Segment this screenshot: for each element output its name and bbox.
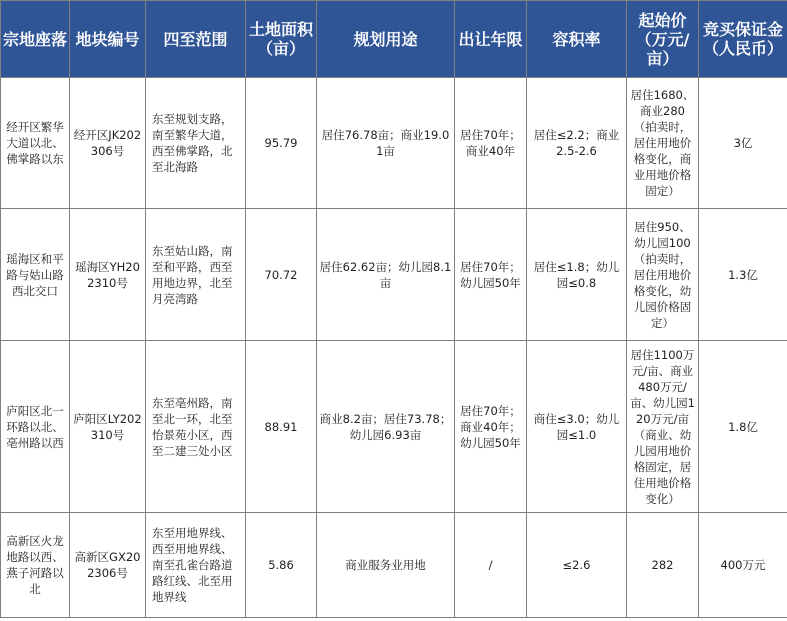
table-row	[1, 209, 787, 341]
table-row	[1, 341, 787, 513]
cell-usage: 商业服务业用地	[317, 513, 455, 618]
header-row	[1, 1, 787, 78]
cell-area: 95.79	[246, 78, 317, 209]
cell-far: 居住≤2.2；商业2.5-2.6	[527, 78, 627, 209]
cell-location: 庐阳区北一环路以北、亳州路以西	[1, 341, 70, 513]
header-usage: 规划用途	[317, 1, 455, 78]
cell-start-price: 居住950、幼儿园100（拍卖时，居住用地价格变化，幼儿园价格固定）	[627, 209, 699, 341]
header-area: 土地面积（亩）	[246, 1, 317, 78]
header-term: 出让年限	[455, 1, 527, 78]
cell-area: 70.72	[246, 209, 317, 341]
cell-term: 居住70年；幼儿园50年	[455, 209, 527, 341]
header-deposit: 竞买保证金（人民币）	[699, 1, 787, 78]
header-code: 地块编号	[70, 1, 146, 78]
table-row	[1, 513, 787, 618]
cell-term: /	[455, 513, 527, 618]
cell-boundary: 东至规划支路，南至繁华大道，西至佛掌路，北至北海路	[146, 78, 246, 209]
cell-boundary: 东至亳州路，南至北一环，北至怡景苑小区，西至二建三处小区	[146, 341, 246, 513]
cell-area: 5.86	[246, 513, 317, 618]
cell-term: 居住70年；商业40年；幼儿园50年	[455, 341, 527, 513]
cell-code: 高新区GX202306号	[70, 513, 146, 618]
cell-deposit: 1.3亿	[699, 209, 787, 341]
cell-deposit: 3亿	[699, 78, 787, 209]
cell-code: 瑶海区YH202310号	[70, 209, 146, 341]
cell-code: 庐阳区LY202310号	[70, 341, 146, 513]
cell-code: 经开区JK202306号	[70, 78, 146, 209]
cell-start-price: 居住1680、商业280（拍卖时，居住用地价格变化，商业用地价格固定）	[627, 78, 699, 209]
table-body	[1, 78, 787, 618]
header-boundary: 四至范围	[146, 1, 246, 78]
header-location: 宗地座落	[1, 1, 70, 78]
cell-deposit: 400万元	[699, 513, 787, 618]
cell-far: ≤2.6	[527, 513, 627, 618]
header-far: 容积率	[527, 1, 627, 78]
cell-usage: 居住62.62亩；幼儿园8.1亩	[317, 209, 455, 341]
cell-location: 经开区繁华大道以北、佛掌路以东	[1, 78, 70, 209]
table-header	[1, 1, 787, 78]
cell-term: 居住70年；商业40年	[455, 78, 527, 209]
cell-far: 商住≤3.0；幼儿园≤1.0	[527, 341, 627, 513]
cell-start-price: 282	[627, 513, 699, 618]
cell-usage: 居住76.78亩；商业19.01亩	[317, 78, 455, 209]
cell-boundary: 东至姑山路，南至和平路，西至用地边界，北至月亮湾路	[146, 209, 246, 341]
cell-start-price: 居住1100万元/亩、商业480万元/亩、幼儿园120万元/亩（商业、幼儿园用地价格固定，居住用地价格变化）	[627, 341, 699, 513]
cell-deposit: 1.8亿	[699, 341, 787, 513]
header-start-price: 起始价（万元/亩）	[627, 1, 699, 78]
cell-location: 高新区火龙地路以西、燕子河路以北	[1, 513, 70, 618]
table-row	[1, 78, 787, 209]
cell-area: 88.91	[246, 341, 317, 513]
cell-far: 居住≤1.8；幼儿园≤0.8	[527, 209, 627, 341]
cell-location: 瑶海区和平路与姑山路西北交口	[1, 209, 70, 341]
cell-usage: 商业8.2亩；居住73.78；幼儿园6.93亩	[317, 341, 455, 513]
cell-boundary: 东至用地界线、西至用地界线、南至孔雀台路道路红线、北至用地界线	[146, 513, 246, 618]
